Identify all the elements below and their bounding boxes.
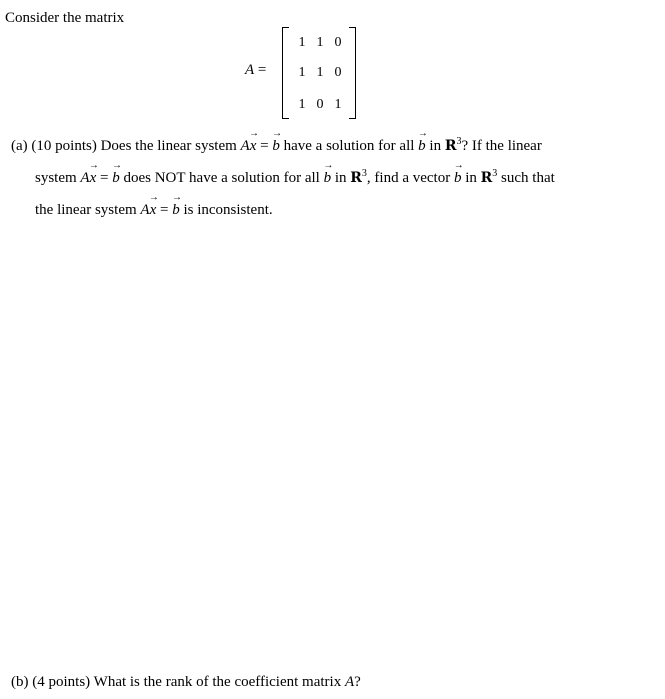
part-a-text: in xyxy=(334,170,347,186)
matrix-cell: 0 xyxy=(334,35,342,50)
exponent: 3 xyxy=(456,136,462,147)
part-a-text: the linear system xyxy=(35,202,137,218)
part-b-line xyxy=(11,674,361,691)
exponent: 3 xyxy=(492,168,498,179)
matrix-cell: 1 xyxy=(316,35,324,50)
matrix-cell: 1 xyxy=(298,97,306,112)
real-space: R xyxy=(350,170,362,186)
equals-sign: = xyxy=(159,202,169,218)
part-a-text: does NOT have a solution for all xyxy=(123,170,320,186)
real-space: R xyxy=(480,170,493,186)
part-b-end: ? xyxy=(354,674,361,690)
matrix-cell: 0 xyxy=(334,65,342,80)
part-a-text: Does the linear system xyxy=(100,138,237,154)
vec-b: → b xyxy=(112,170,120,187)
part-a-text: system xyxy=(35,170,77,186)
matrix-a xyxy=(282,27,356,119)
part-b-text: What is the rank of the coefficient matrix xyxy=(93,674,342,690)
part-a-line-1 xyxy=(11,138,542,155)
part-a-label: (a) xyxy=(11,138,28,154)
right-bracket xyxy=(349,27,356,119)
matrix-cell: 1 xyxy=(298,35,306,50)
part-a-text: such that xyxy=(501,170,555,186)
part-b-label: (b) xyxy=(11,674,29,690)
matrix-cell: 0 xyxy=(316,97,324,112)
eq-a: A xyxy=(140,202,150,218)
matrix-row xyxy=(296,35,344,51)
part-b-points: (4 points) xyxy=(32,674,91,690)
eq-a: A xyxy=(240,138,250,154)
matrix-name: A xyxy=(245,62,255,78)
matrix-cell: 1 xyxy=(298,65,306,80)
part-a-line-3 xyxy=(35,202,273,219)
real-space: R xyxy=(444,138,457,154)
part-a-line-2 xyxy=(35,170,555,187)
part-a-text: have a solution for all xyxy=(283,138,415,154)
matrix-cell: 1 xyxy=(316,65,324,80)
vec-b: → b xyxy=(418,138,426,155)
part-b-var: A xyxy=(344,674,355,690)
matrix-label xyxy=(245,62,266,79)
equals-sign: = xyxy=(260,138,269,154)
part-a-text: in xyxy=(429,138,442,154)
matrix-row xyxy=(296,65,344,81)
intro-text: Consider the matrix xyxy=(5,10,125,26)
part-a-text: in xyxy=(465,170,477,186)
vec-x: → x xyxy=(250,138,257,155)
matrix-row xyxy=(296,97,344,113)
eq-a: A xyxy=(80,170,90,186)
vec-x: → x xyxy=(150,202,157,219)
part-a-text: , find a vector xyxy=(366,170,451,186)
part-a-text: is inconsistent. xyxy=(183,202,273,218)
part-a-points: (10 points) xyxy=(31,138,97,154)
vec-b: → b xyxy=(454,170,462,187)
vec-b: → b xyxy=(324,170,332,187)
left-bracket xyxy=(282,27,289,119)
part-a-text: ? If the linear xyxy=(461,138,542,154)
vec-b: → b xyxy=(272,138,280,155)
vec-b: → b xyxy=(172,202,180,219)
matrix-equals: = xyxy=(257,62,267,78)
vec-x: → x xyxy=(90,170,97,187)
matrix-cell: 1 xyxy=(334,97,342,112)
equals-sign: = xyxy=(100,170,109,186)
exponent: 3 xyxy=(361,168,367,179)
